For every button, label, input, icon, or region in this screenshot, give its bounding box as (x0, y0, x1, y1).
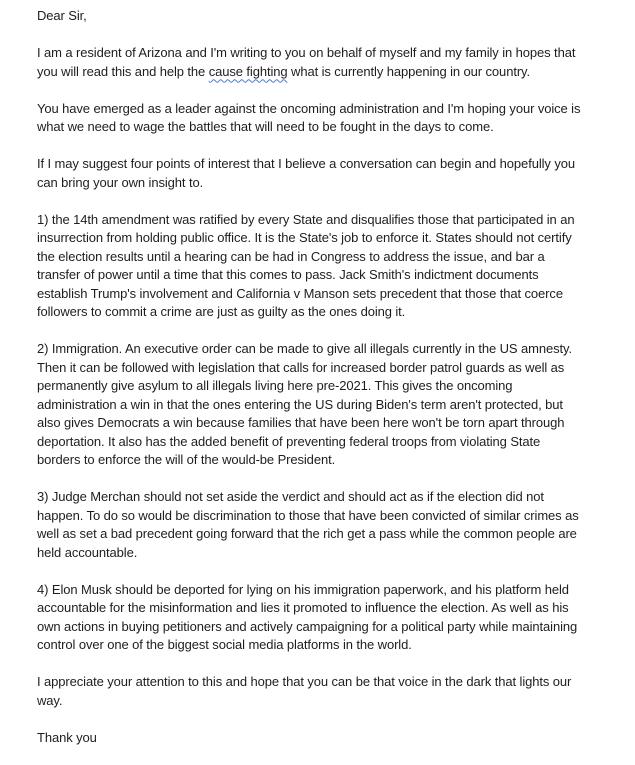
paragraph-intro (37, 44, 627, 81)
letter-line: borders to enforce the will of the would-be President. (37, 452, 336, 467)
letter-line: own actions in buying petitioners and actively campaigning for a political party while maintaining (37, 618, 578, 634)
letter-line: held accountable. (37, 544, 138, 560)
intro-line2-after: what is currently happening in our country. (287, 63, 531, 79)
letter-line: insurrection from holding public office. It is the State's job to enforce it. States should not certify (37, 230, 572, 245)
letter-line: can bring your own insight to. (37, 174, 204, 190)
letter-line: If I may suggest four points of interest that I believe a conversation can begin and hopefully you (37, 156, 575, 171)
letter-line: 1) the 14th amendment was ratified by every State and disqualifies those that participated in an (37, 211, 575, 227)
letter-line: well as set a bad precedent going forward that the rich get a pass while the common people are (37, 526, 577, 541)
letter-line: You have emerged as a leader against the oncoming administration and I'm hoping your voice is (37, 100, 581, 116)
letter-line: way. (37, 692, 63, 708)
letter-line: permanently give asylum to all illegals living here pre-2021. This gives the oncoming (37, 378, 513, 393)
spellcheck-flagged-text[interactable]: cause fighting (208, 63, 288, 79)
letter-line: 2) Immigration. An executive order can be made to give all illegals currently in the US amnesty. (37, 341, 572, 356)
paragraph-point-4 (37, 581, 627, 655)
paragraph-signoff (37, 729, 627, 748)
letter-line (37, 63, 627, 82)
letter-line: administration a win in that the ones entering the US during Biden's term aren't protected, but (37, 396, 563, 412)
letter-line: 4) Elon Musk should be deported for lying on his immigration paperwork, and his platform held (37, 581, 569, 597)
letter-line: accountable for the misinformation and lies it promoted to influence the election. As well as his (37, 600, 569, 615)
letter-line: happen. To do so would be discrimination to those that have been convicted of similar crimes as (37, 507, 579, 523)
letter-line: I am a resident of Arizona and I'm writing to you on behalf of myself and my family in hopes that (37, 45, 576, 60)
letter-line: the election results until a hearing can be had in Congress to address the issue, and bar a (37, 248, 545, 264)
intro-line2-before: you will read this and help the (37, 63, 209, 79)
letter-line: also gives Democrats a win because families that have been here won't be torn apart through (37, 415, 565, 430)
paragraph-closing (37, 673, 627, 710)
paragraph-point-1 (37, 211, 627, 322)
paragraph-point-3 (37, 488, 627, 562)
paragraph-suggest (37, 155, 627, 192)
letter-line: Thank you (37, 729, 97, 745)
letter-line: deportation. It also has the added benefit of preventing federal troops from violating State (37, 433, 541, 449)
letter-line: establish Trump's involvement and California v Manson sets precedent that those that coerce (37, 285, 563, 301)
paragraph-salutation (37, 7, 627, 26)
letter-line: what we need to wage the battles that will need to be fought in the days to come. (37, 119, 494, 134)
letter-line: 3) Judge Merchan should not set aside the verdict and should act as if the election did not (37, 489, 544, 504)
letter-line: Then it can be followed with legislation that calls for increased border patrol guards as well as (37, 359, 565, 375)
paragraph-point-2 (37, 340, 627, 470)
letter-line: Dear Sir, (37, 8, 87, 23)
paragraph-leader (37, 100, 627, 137)
letter-line: I appreciate your attention to this and hope that you can be that voice in the dark that lights our (37, 674, 572, 689)
letter-line: followers to commit a crime are just as guilty as the ones doing it. (37, 304, 406, 319)
letter-line: control over one of the biggest social media platforms in the world. (37, 637, 412, 652)
letter-line: transfer of power until a time that this comes to pass. Jack Smith's indictment documents (37, 267, 539, 282)
